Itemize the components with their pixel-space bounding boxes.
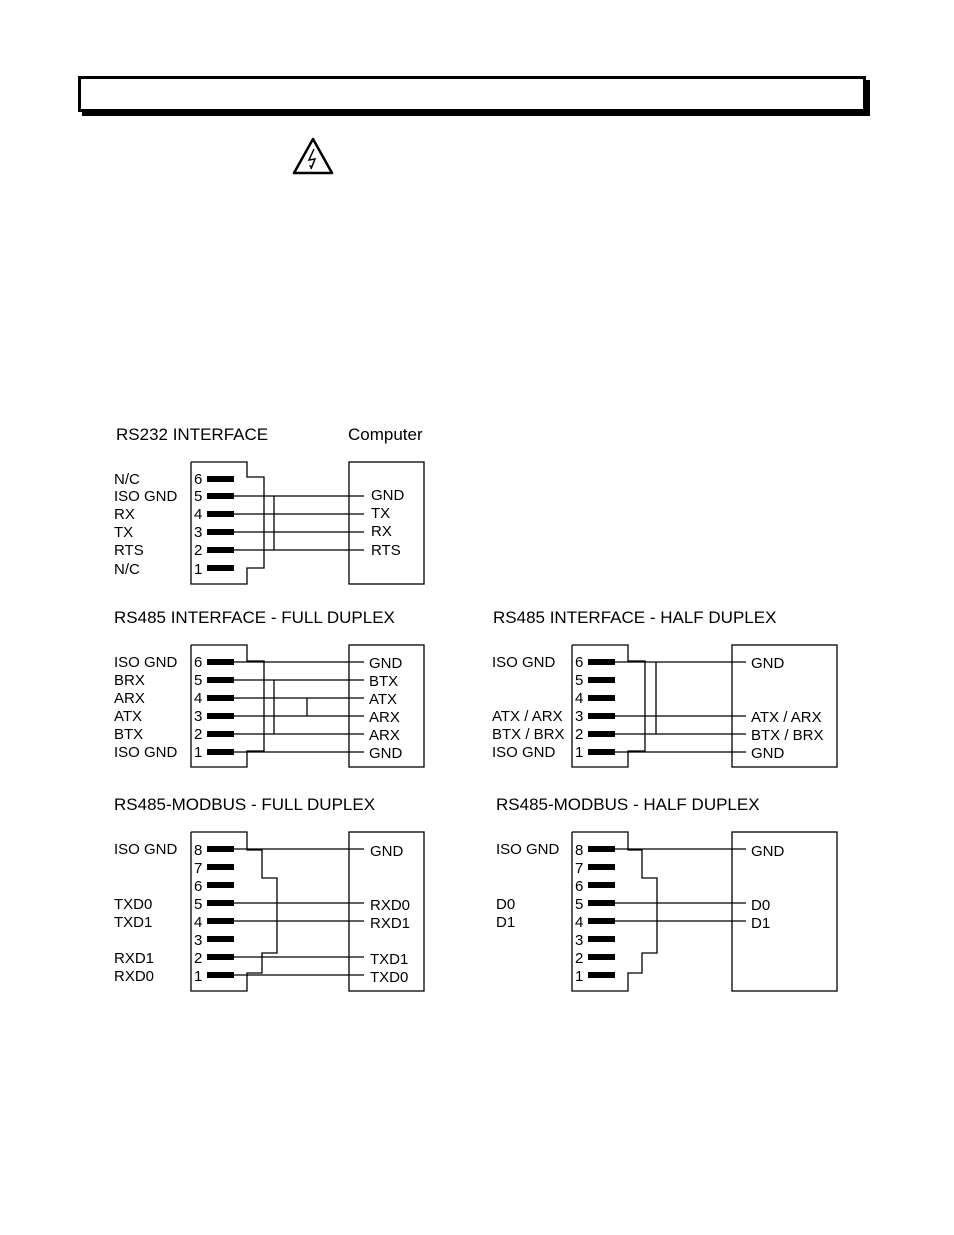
modbus-full-left-label: RXD1 [114,950,155,967]
modbus-half-right-label: D0 [751,897,771,914]
rs485-full-right-label: BTX [369,673,399,690]
modbus-half-pin-number: 6 [575,878,584,895]
modbus-half-pin-number: 8 [575,842,584,859]
modbus-half-pin-number: 4 [575,914,584,931]
rs232-diagram [114,425,424,584]
rs485-full-pin-number: 6 [194,654,203,671]
rs485-half-pin-number: 5 [575,672,584,689]
rs485-half-left-label: ISO GND [492,744,556,761]
rs485-full-pin-number: 4 [194,690,203,707]
rs485-full-wires [234,662,364,752]
rs485-full-duplex-diagram [114,608,424,767]
rs485-half-right-label: GND [751,655,785,672]
modbus-half-pin-number: 1 [575,968,584,985]
rs232-wires [234,496,364,550]
modbus-full-duplex-diagram [114,795,424,991]
modbus-full-left-label: ISO GND [114,841,178,858]
modbus-half-left-label: D1 [496,914,516,931]
rs485-full-pin-number: 5 [194,672,203,689]
rs485-half-pin-number: 1 [575,744,584,761]
rs485-half-pin-number: 4 [575,690,584,707]
rs485-half-left-label: BTX / BRX [492,726,565,743]
modbus-full-right-label: RXD1 [370,915,411,932]
modbus-half-title: RS485-MODBUS - HALF DUPLEX [496,795,760,814]
rs232-left-label: ISO GND [114,488,178,505]
modbus-full-pin-number: 8 [194,842,203,859]
rs485-full-left-label: BRX [114,672,145,689]
rs232-left-label: RTS [114,542,144,559]
modbus-full-title: RS485-MODBUS - FULL DUPLEX [114,795,376,814]
rs485-half-left-label: ISO GND [492,654,556,671]
rs485-full-left-label: BTX [114,726,144,743]
rs232-left-label: N/C [114,471,140,488]
modbus-full-pin-number: 1 [194,968,203,985]
rs485-half-right-label: BTX / BRX [751,727,824,744]
modbus-half-device-box [732,832,837,991]
rs232-pin-number: 1 [194,561,203,578]
rs485-full-right-label: ARX [369,727,400,744]
rs232-computer-label: Computer [348,425,423,444]
modbus-full-left-label: TXD0 [114,896,153,913]
modbus-full-pin-number: 4 [194,914,203,931]
rs485-full-left-label: ISO GND [114,654,178,671]
modbus-half-right-label: GND [751,843,785,860]
rs232-left-label: N/C [114,561,140,578]
modbus-half-connector [572,832,657,991]
rs485-half-pin-number: 3 [575,708,584,725]
modbus-full-pin-number: 2 [194,950,203,967]
rs485-half-pin-contacts [588,659,615,755]
modbus-half-wires [615,849,746,921]
modbus-full-right-label: GND [370,843,404,860]
rs232-right-label: RTS [371,542,401,559]
rs485-full-pin-contacts [207,659,234,755]
rs232-left-label: TX [114,524,134,541]
modbus-half-pin-number: 7 [575,860,584,877]
rs485-full-right-label: ARX [369,709,400,726]
rs485-half-left-label: ATX / ARX [492,708,563,725]
rs232-pin-contacts [207,476,234,571]
rs485-half-right-label: GND [751,745,785,762]
rs485-half-wires [615,662,746,752]
rs485-half-pin-number: 6 [575,654,584,671]
modbus-full-left-label: TXD1 [114,914,153,931]
rs485-full-right-label: ATX [369,691,398,708]
modbus-full-pin-contacts [207,846,234,978]
rs232-pin-number: 3 [194,524,203,541]
rs485-full-title: RS485 INTERFACE - FULL DUPLEX [114,608,395,627]
modbus-half-pin-number: 2 [575,950,584,967]
modbus-full-pin-number: 7 [194,860,203,877]
modbus-half-pin-number: 5 [575,896,584,913]
rs232-right-label: TX [371,505,391,522]
modbus-full-wires [234,849,364,975]
rs232-left-label: RX [114,506,135,523]
rs485-full-left-label: ISO GND [114,744,178,761]
rs485-half-pin-number: 2 [575,726,584,743]
rs232-title: RS232 INTERFACE [116,425,269,444]
rs232-pin-number: 2 [194,542,203,559]
modbus-half-left-label: D0 [496,896,516,913]
rs485-half-title: RS485 INTERFACE - HALF DUPLEX [493,608,777,627]
modbus-full-connector [191,832,277,991]
rs485-full-pin-number: 2 [194,726,203,743]
rs232-right-label: RX [371,523,392,540]
modbus-full-left-label: RXD0 [114,968,155,985]
modbus-full-right-label: TXD1 [370,951,409,968]
modbus-full-right-label: RXD0 [370,897,411,914]
rs485-full-right-label: GND [369,745,403,762]
rs232-pin-number: 6 [194,471,203,488]
modbus-half-duplex-diagram [496,795,837,991]
modbus-full-pin-number: 3 [194,932,203,949]
modbus-half-left-label: ISO GND [496,841,560,858]
rs485-half-right-label: ATX / ARX [751,709,822,726]
rs232-pin-number: 5 [194,488,203,505]
rs485-full-left-label: ARX [114,690,145,707]
modbus-half-right-label: D1 [751,915,771,932]
modbus-full-pin-number: 5 [194,896,203,913]
rs485-full-left-label: ATX [114,708,143,725]
rs485-full-right-label: GND [369,655,403,672]
rs232-pin-number: 4 [194,506,203,523]
modbus-half-pin-contacts [588,846,615,978]
modbus-full-pin-number: 6 [194,878,203,895]
modbus-full-right-label: TXD0 [370,969,409,986]
rs232-right-label: GND [371,487,405,504]
modbus-half-pin-number: 3 [575,932,584,949]
rs485-half-duplex-diagram [492,608,837,767]
rs485-full-pin-number: 3 [194,708,203,725]
rs485-full-pin-number: 1 [194,744,203,761]
rs485-half-device-box [732,645,837,767]
